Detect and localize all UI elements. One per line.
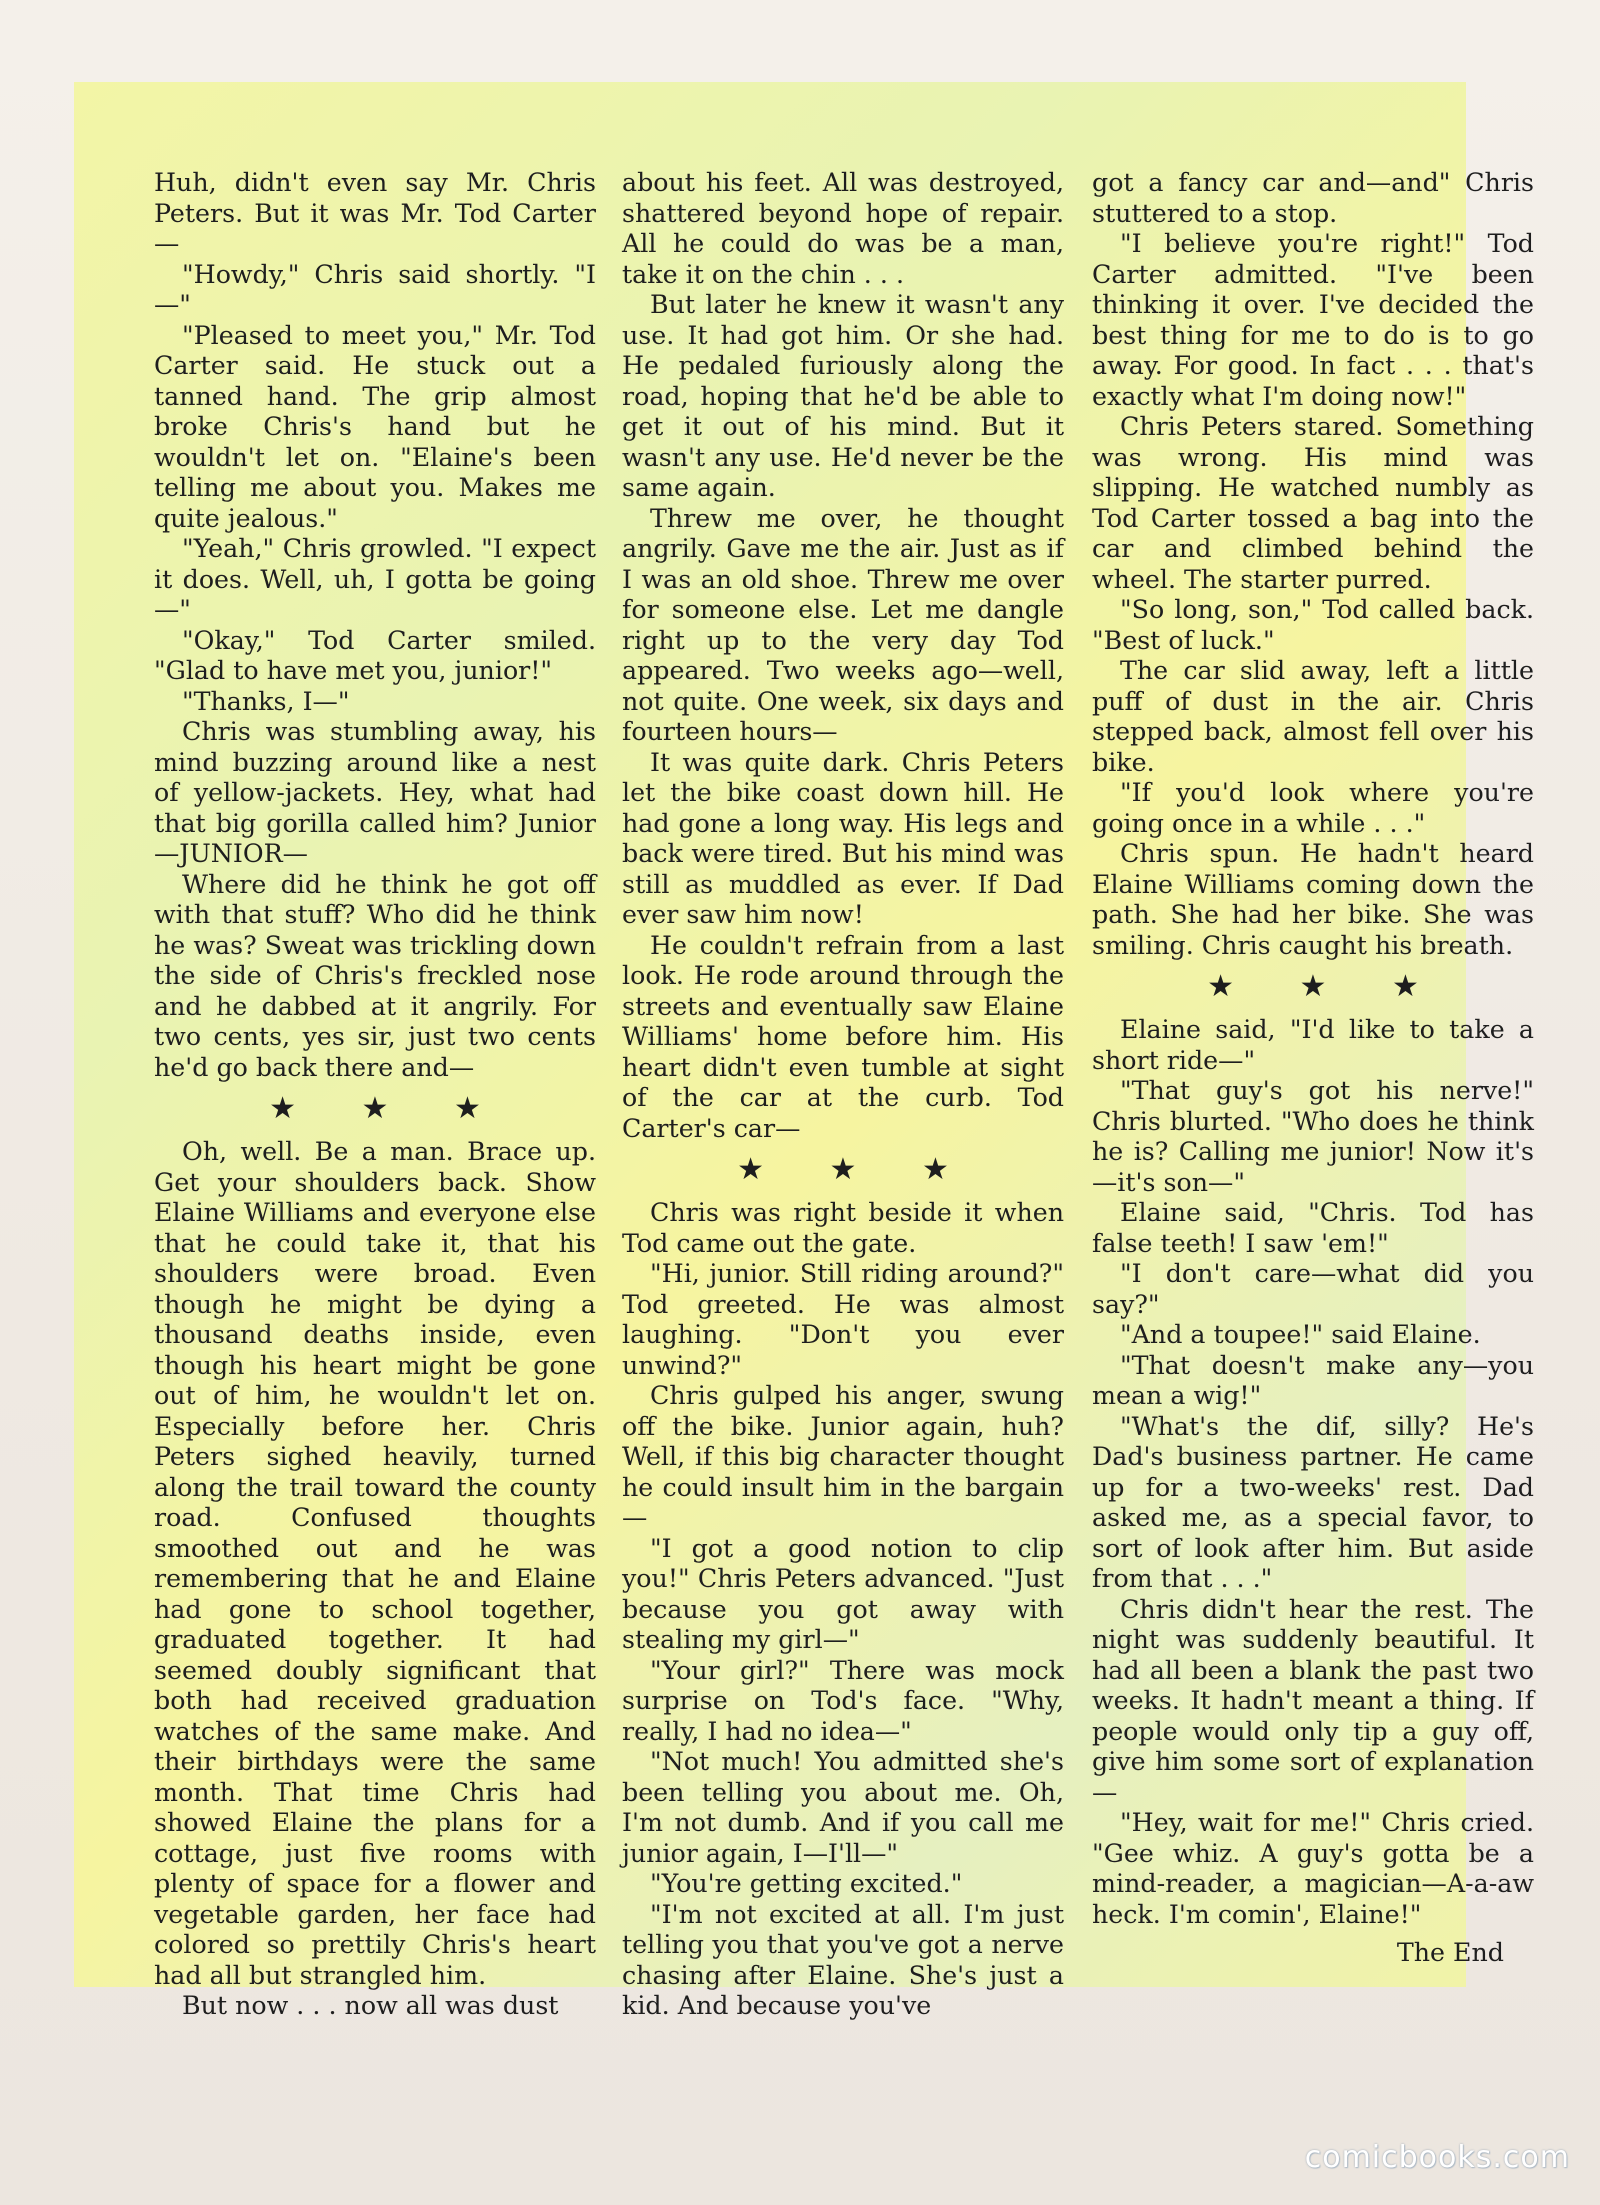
paragraph: "That guy's got his nerve!" Chris blurted. "Who does he think he is? Calling me junior! Now it's—it's son—" bbox=[1092, 1076, 1534, 1197]
paragraph: got a fancy car and—and" Chris stuttered to a stop. bbox=[1092, 168, 1534, 228]
story-text-panel bbox=[74, 82, 1534, 2020]
paragraph: Chris didn't hear the rest. The night was suddenly beautiful. It had all been a blank the past two weeks. It hadn't meant a thing. If people would only tip a guy off, give him some sort of explanation— bbox=[1092, 1594, 1534, 1807]
the-end-label: The End bbox=[1396, 1938, 1504, 1967]
paragraph: But later he knew it wasn't any use. It had got him. Or she had. He pedaled furiously along the road, hoping that he'd be able to get it out of his mind. But it wasn't any use. He'd never be the same again. bbox=[622, 290, 1064, 502]
text-column-1 bbox=[154, 168, 596, 2022]
paragraph: But now . . . now all was dust bbox=[182, 1991, 559, 2020]
paragraph: Where did he think he got off with that stuff? Who did he think he was? Sweat was trickling down the side of Chris's freckled nose and he dabbed at it angrily. For two cents, yes sir, just two cents he'd go back there and— bbox=[154, 869, 596, 1082]
paragraph: "Hi, junior. Still riding around?" Tod greeted. He was almost laughing. "Don't you ever unwind?" bbox=[622, 1259, 1064, 1380]
paragraph: "I believe you're right!" Tod Carter admitted. "I've been thinking it over. I've decided the best thing for me to do is to go away. For good. In fact . . . that's exactly what I'm doing now!" bbox=[1092, 229, 1534, 411]
paragraph: Huh, didn't even say Mr. Chris Peters. But it was Mr. Tod Carter— bbox=[154, 168, 596, 258]
paragraph: "That doesn't make any—you mean a wig!" bbox=[1092, 1350, 1534, 1410]
section-break-stars: ★ ★ ★ bbox=[269, 1091, 509, 1126]
section-break-stars: ★ ★ ★ bbox=[1207, 969, 1447, 1004]
paragraph: "And a toupee!" said Elaine. bbox=[1120, 1320, 1481, 1349]
paragraph: "I don't care—what did you say?" bbox=[1092, 1259, 1534, 1319]
paragraph: "Okay," Tod Carter smiled. "Glad to have met you, junior!" bbox=[154, 625, 596, 685]
paragraph: "Yeah," Chris growled. "I expect it does. Well, uh, I gotta be going—" bbox=[154, 534, 596, 624]
paragraph: Chris spun. He hadn't heard Elaine Williams coming down the path. She had her bike. She was smiling. Chris caught his breath. bbox=[1092, 839, 1534, 960]
paragraph: Elaine said, "Chris. Tod has false teeth! I saw 'em!" bbox=[1092, 1198, 1534, 1258]
paragraph: It was quite dark. Chris Peters let the bike coast down hill. He had gone a long way. His legs and back were tired. But his mind was still as muddled as ever. If Dad ever saw him now! bbox=[622, 747, 1064, 929]
paragraph: The car slid away, left a little puff of dust in the air. Chris stepped back, almost fell over his bike. bbox=[1092, 656, 1534, 777]
paragraph: "Your girl?" There was mock surprise on Tod's face. "Why, really, I had no idea—" bbox=[622, 1655, 1064, 1746]
paragraph: about his feet. All was destroyed, shattered beyond hope of repair. All he could do was be a man, take it on the chin . . . bbox=[622, 168, 1064, 289]
text-column-3 bbox=[1092, 168, 1534, 1969]
paragraph: "If you'd look where you're going once in a while . . ." bbox=[1092, 778, 1534, 838]
paragraph: "I got a good notion to clip you!" Chris Peters advanced. "Just because you got away with stealing my girl—" bbox=[622, 1533, 1064, 1654]
paragraph: Threw me over, he thought angrily. Gave me the air. Just as if I was an old shoe. Threw me over for someone else. Let me dangle right up to the very day Tod appeared. Two weeks ago—well, not quite. One week, six days and fourteen hours— bbox=[622, 503, 1064, 746]
paragraph: Chris gulped his anger, swung off the bike. Junior again, huh? Well, if this big character thought he could insult him in the bargain— bbox=[622, 1381, 1064, 1532]
paragraph: "Thanks, I—" bbox=[182, 686, 350, 716]
paragraph: "Pleased to meet you," Mr. Tod Carter said. He stuck out a tanned hand. The grip almost broke Chris's hand but he wouldn't let on. "Elaine's been telling me about you. Makes me quite jealous." bbox=[154, 320, 596, 533]
paragraph: "You're getting excited." bbox=[650, 1869, 963, 1898]
paragraph: Chris was stumbling away, his mind buzzing around like a nest of yellow-jackets. Hey, what had that big gorilla called him? Junior—JUNIOR— bbox=[154, 717, 596, 868]
paragraph: "So long, son," Tod called back. "Best of luck." bbox=[1092, 595, 1534, 655]
paragraph: "Howdy," Chris said shortly. "I—" bbox=[154, 259, 596, 319]
paragraph: Chris was right beside it when Tod came out the gate. bbox=[622, 1198, 1064, 1258]
site-watermark: comicbooks.com bbox=[1304, 2140, 1570, 2175]
paragraph: "What's the dif, silly? He's Dad's business partner. He came up for a two-weeks' rest. Dad asked me, as a special favor, to sort of look after him. But aside from that . . ." bbox=[1092, 1411, 1534, 1593]
paragraph: "Not much! You admitted she's been telling you about me. Oh, I'm not dumb. And if you call me junior again, I—I'll—" bbox=[622, 1747, 1064, 1868]
paragraph: Elaine said, "I'd like to take a short ride—" bbox=[1092, 1015, 1534, 1075]
paragraph: "I'm not excited at all. I'm just telling you that you've got a nerve chasing after Elaine. She's just a kid. And because you've bbox=[622, 1899, 1064, 2020]
paragraph: Oh, well. Be a man. Brace up. Get your shoulders back. Show Elaine Williams and everyone else that he could take it, that his shoulders were broad. Even though he might be dying a thousand deaths inside, even though his heart might be gone out of him, he wouldn't let on. Especially before her. Chris Peters sighed heavily, turned along the trail toward the county road. Confused thoughts smoothed out and he was remembering that he and Elaine had gone to school together, graduated together. It had seemed doubly significant that both had received graduation watches of the same make. And their birthdays were the same month. That time Chris had showed Elaine the plans for a cottage, just five rooms with plenty of space for a flower and vegetable garden, her face had colored so prettily Chris's heart had all but strangled him. bbox=[154, 1137, 596, 1990]
paragraph: He couldn't refrain from a last look. He rode around through the streets and eventually saw Elaine Williams' home before him. His heart didn't even tumble at sight of the car at the curb. Tod Carter's car— bbox=[622, 930, 1064, 1143]
section-break-stars: ★ ★ ★ bbox=[737, 1152, 977, 1187]
paragraph: "Hey, wait for me!" Chris cried. "Gee whiz. A guy's gotta be a mind-reader, a magician—A-a-aw heck. I'm comin', Elaine!" bbox=[1092, 1808, 1534, 1929]
text-column-2 bbox=[622, 168, 1064, 2022]
paragraph: Chris Peters stared. Something was wrong. His mind was slipping. He watched numbly as Tod Carter tossed a bag into the car and climbed behind the wheel. The starter purred. bbox=[1092, 412, 1534, 594]
